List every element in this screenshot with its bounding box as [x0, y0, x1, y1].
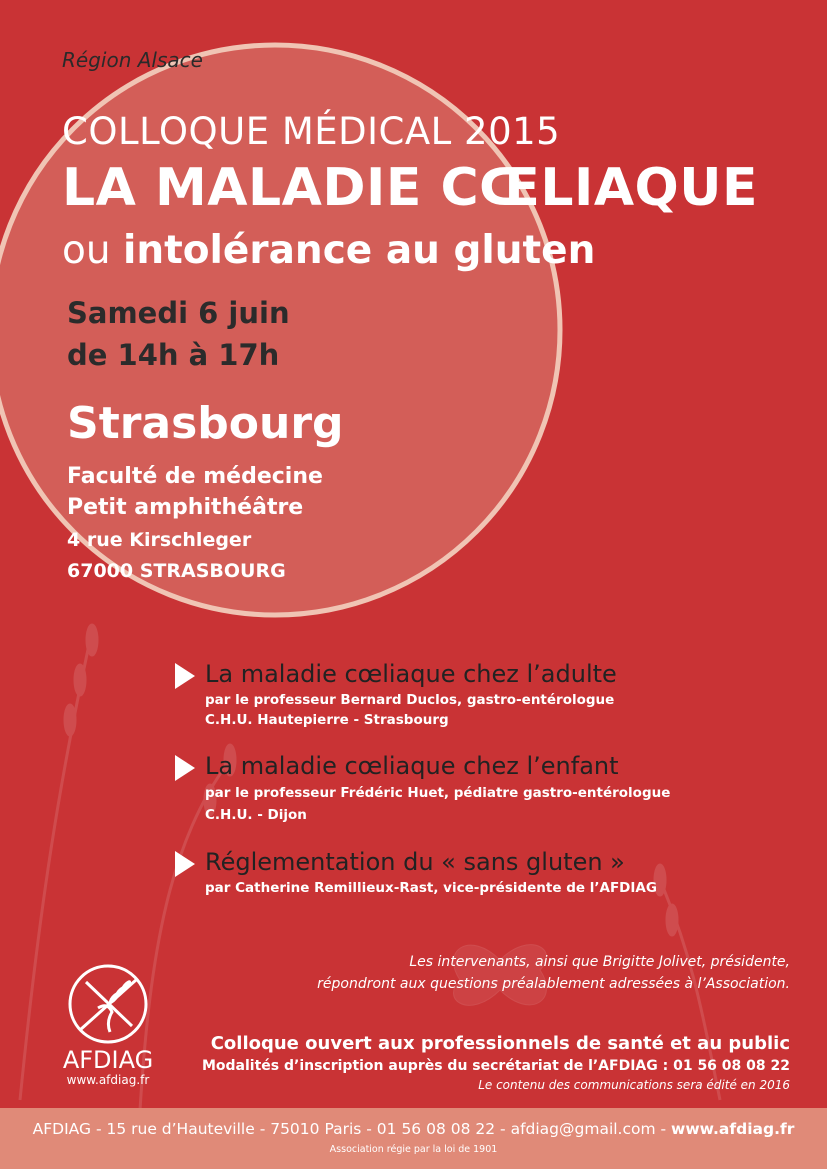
footer-address: AFDIAG - 15 rue d’Hauteville - 75010 Paris - 01 56 08 08 22 - afdiag@gmail.com -: [32, 1120, 672, 1138]
audience-note: Colloque ouvert aux professionnels de santé et au public: [210, 1033, 790, 1054]
main-title: LA MALADIE CŒLIAQUE: [62, 158, 759, 218]
talk-title: La maladie cœliaque chez l’adulte: [205, 660, 617, 688]
subtitle-bold: intolérance au gluten: [122, 228, 596, 273]
speakers-note-2: répondront aux questions préalablement adressées à l’Association.: [317, 976, 790, 992]
footer-bar: [0, 1108, 827, 1169]
logo-name: AFDIAG: [62, 1046, 154, 1074]
play-arrow-icon: [175, 663, 195, 689]
postal-address: 67000 STRASBOURG: [67, 560, 286, 582]
edition-note: Le contenu des communications sera édité en 2016: [478, 1078, 790, 1092]
talk-speaker: par le professeur Frédéric Huet, pédiatre gastro-entérologue: [205, 785, 671, 801]
footer-legal: Association régie par la loi de 1901: [329, 1144, 498, 1155]
talk-speaker: par Catherine Remillieux-Rast, vice-présidente de l’AFDIAG: [205, 880, 657, 896]
play-arrow-icon: [175, 755, 195, 781]
talk-place: C.H.U. Hautepierre - Strasbourg: [205, 712, 449, 728]
talk-speaker: par le professeur Bernard Duclos, gastro-entérologue: [205, 692, 615, 708]
venue-line-1: Faculté de médecine: [67, 464, 323, 489]
venue-line-2: Petit amphithéâtre: [67, 495, 304, 520]
registration-note: Modalités d’inscription auprès du secrétariat de l’AFDIAG : 01 56 08 08 22: [201, 1058, 790, 1074]
play-arrow-icon: [175, 851, 195, 877]
event-date: Samedi 6 juin: [67, 296, 290, 330]
footer-website-link[interactable]: www.afdiag.fr: [671, 1120, 795, 1138]
talk-title: La maladie cœliaque chez l’enfant: [205, 752, 619, 780]
street-address: 4 rue Kirschleger: [67, 529, 252, 551]
logo-url: www.afdiag.fr: [66, 1073, 150, 1087]
footer-contact: [0, 1120, 827, 1138]
colloque-heading: COLLOQUE MÉDICAL 2015: [62, 110, 561, 153]
talk-title: Réglementation du « sans gluten »: [205, 848, 625, 876]
subtitle-prefix: ou: [62, 228, 123, 273]
talk-place: C.H.U. - Dijon: [205, 807, 307, 823]
speakers-note-1: Les intervenants, ainsi que Brigitte Jolivet, présidente,: [409, 954, 790, 970]
event-time: de 14h à 17h: [67, 338, 280, 372]
subtitle: [62, 228, 595, 273]
event-city: Strasbourg: [67, 398, 344, 449]
region-label: Région Alsace: [62, 48, 203, 72]
